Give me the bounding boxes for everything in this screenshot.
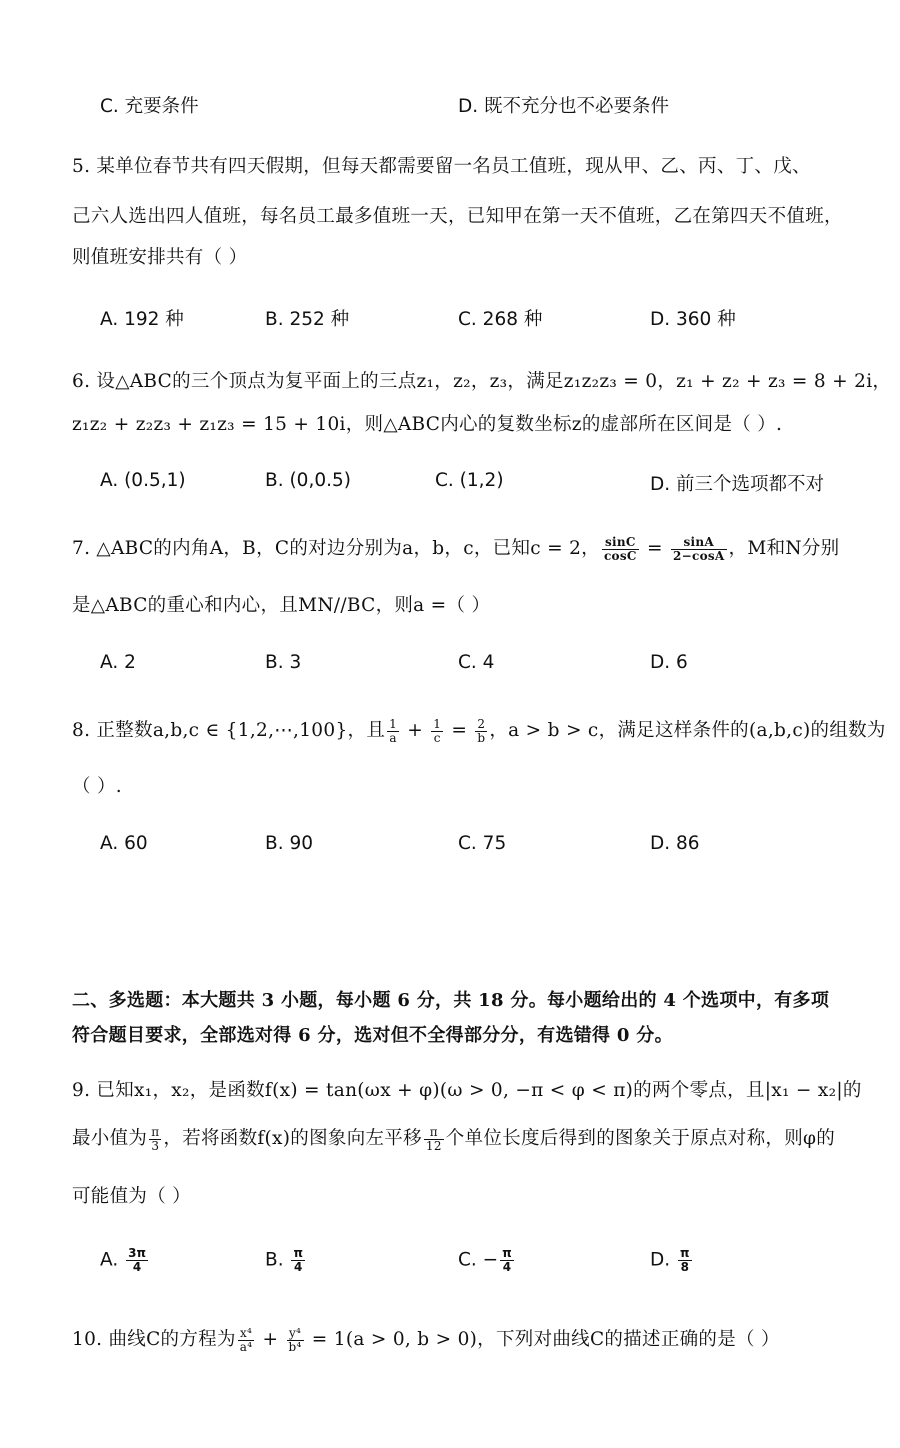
q7-frac1-numerator: sinC <box>602 536 639 550</box>
q9-stem-line2 <box>72 1124 835 1153</box>
q10-text-b: = 1(a > 0, b > 0)，下列对曲线C的描述正确的是（ ） <box>305 1329 780 1350</box>
q10-stem-line1 <box>72 1325 780 1354</box>
section2-heading-line2: 符合题目要求，全部选对得 6 分，选对但不全得部分分，有选错得 0 分。 <box>72 1025 673 1046</box>
q6-option-a: A. (0.5,1) <box>100 470 186 491</box>
q9-d-label: D. <box>650 1249 677 1271</box>
q5-option-a: A. 192 种 <box>100 309 184 330</box>
q6-stem-line2: z₁z₂ + z₂z₃ + z₁z₃ = 15 + 10i，则△ABC内心的复数坐标z的虚部所在区间是（ ）. <box>72 414 783 435</box>
q7-fraction-sina <box>671 536 727 563</box>
q5-stem-line2: 己六人选出四人值班，每名员工最多值班一天，已知甲在第一天不值班，乙在第四天不值班， <box>72 206 843 227</box>
q9-fraction-pi-over-12 <box>424 1126 444 1153</box>
q8-option-a: A. 60 <box>100 833 148 854</box>
q9-text-b: ，若将函数f(x)的图象向左平移 <box>163 1128 422 1149</box>
q6-option-d: D. 前三个选项都不对 <box>650 474 825 495</box>
q7-frac2-numerator: sinA <box>671 536 727 550</box>
q7-option-c: C. 4 <box>458 652 495 673</box>
q9-option-d <box>650 1247 694 1274</box>
q8-stem-line2: （ ）. <box>72 776 122 797</box>
q6-option-b: B. (0,0.5) <box>265 470 351 491</box>
q9-fraction-pi-over-3 <box>149 1126 161 1153</box>
q9-a-denominator: 4 <box>132 1260 142 1274</box>
q9-option-c <box>458 1247 516 1274</box>
q9-f2-denominator: 12 <box>425 1138 442 1153</box>
q4-option-d: D. 既不充分也不必要条件 <box>458 96 670 117</box>
q8-fraction-2-over-b <box>475 718 487 745</box>
q10-text-a: 10. 曲线C的方程为 <box>72 1329 236 1350</box>
q5-option-d: D. 360 种 <box>650 309 736 330</box>
q7-stem-line2: 是△ABC的重心和内心，且MN//BC，则a =（ ） <box>72 595 491 616</box>
q8-text-b: ，a > b > c，满足这样条件的(a,b,c)的组数为 <box>489 720 886 741</box>
q8-f1-denominator: a <box>389 730 397 745</box>
q10-fraction-y4-over-b4 <box>287 1327 304 1354</box>
q7-option-d: D. 6 <box>650 652 688 673</box>
q5-stem-line1: 5. 某单位春节共有四天假期，但每天都需要留一名员工值班，现从甲、乙、丙、丁、戊、 <box>72 156 811 177</box>
q9-text-a: 最小值为 <box>72 1128 148 1149</box>
q9-option-b <box>265 1247 307 1274</box>
q4-option-c: C. 充要条件 <box>100 96 199 117</box>
q7-text-a: 7. △ABC的内角A，B，C的对边分别为a，b，c，已知c = 2， <box>72 538 600 559</box>
section2-heading-line1: 二、多选题：本大题共 3 小题，每小题 6 分，共 18 分。每小题给出的 4 个选项中，有多项 <box>72 990 830 1011</box>
q9-b-denominator: 4 <box>294 1260 303 1274</box>
q9-a-label: A. <box>100 1249 125 1271</box>
q7-stem-line1 <box>72 534 839 563</box>
q9-f2-numerator: π <box>424 1126 444 1140</box>
q8-f2-denominator: c <box>433 730 441 745</box>
q6-option-c: C. (1,2) <box>435 470 504 491</box>
q9-f1-numerator: π <box>151 1124 160 1139</box>
q9-d-fraction <box>678 1247 692 1274</box>
q9-b-label: B. <box>265 1249 290 1271</box>
q8-option-c: C. 75 <box>458 833 507 854</box>
q6-stem-line1: 6. 设△ABC的三个顶点为复平面上的三点z₁，z₂，z₃，满足z₁z₂z₃ = 0，z₁ + z₂ + z₃ = 8 + 2i， <box>72 371 892 392</box>
q7-equals: = <box>640 538 669 559</box>
q10-fraction-x4-over-a4 <box>238 1327 255 1354</box>
q9-f1-denominator: 3 <box>151 1138 160 1153</box>
q9-text-c: 个单位长度后得到的图象关于原点对称，则φ的 <box>445 1128 836 1149</box>
q7-option-a: A. 2 <box>100 652 136 673</box>
q9-d-numerator: π <box>680 1246 690 1260</box>
q8-option-d: D. 86 <box>650 833 700 854</box>
q5-stem-line3: 则值班安排共有（ ） <box>72 247 248 268</box>
q9-b-fraction <box>291 1247 305 1274</box>
q9-b-numerator: π <box>293 1246 303 1260</box>
q9-option-a <box>100 1247 150 1274</box>
q8-plus: + <box>401 720 430 741</box>
q7-option-b: B. 3 <box>265 652 302 673</box>
q9-d-denominator: 8 <box>680 1260 689 1274</box>
q10-f2-denominator: b⁴ <box>288 1339 302 1354</box>
q8-f1-numerator: 1 <box>389 716 398 731</box>
q8-f2-numerator: 1 <box>433 716 442 731</box>
q9-a-numerator: 3π <box>128 1246 146 1260</box>
q9-c-denominator: 4 <box>502 1260 512 1274</box>
q9-c-label: C. − <box>458 1249 499 1271</box>
q8-option-b: B. 90 <box>265 833 313 854</box>
q8-equals: = <box>445 720 474 741</box>
q9-stem-line1: 9. 已知x₁，x₂，是函数f(x) = tan(ωx + φ)(ω > 0, −π < φ < π)的两个零点，且|x₁ − x₂|的 <box>72 1080 862 1101</box>
q8-f3-denominator: b <box>477 730 486 745</box>
q9-c-numerator: π <box>502 1246 512 1260</box>
q8-text-a: 8. 正整数a,b,c ∈ {1,2,⋯,100}，且 <box>72 720 386 741</box>
q7-fraction-sinc-cosc <box>602 536 639 563</box>
q7-frac2-denominator: 2−cosA <box>672 548 725 563</box>
q9-a-fraction <box>126 1247 148 1274</box>
q7-text-b: ，M和N分别 <box>728 538 840 559</box>
q8-f3-numerator: 2 <box>475 718 487 732</box>
q9-stem-line3: 可能值为（ ） <box>72 1186 191 1207</box>
q5-option-b: B. 252 种 <box>265 309 350 330</box>
q8-fraction-1-over-a <box>387 718 399 745</box>
q7-frac1-denominator: cosC <box>603 548 637 563</box>
q5-option-c: C. 268 种 <box>458 309 543 330</box>
q10-f1-denominator: a⁴ <box>239 1339 253 1354</box>
q10-plus: + <box>256 1329 285 1350</box>
q8-fraction-1-over-c <box>431 718 443 745</box>
q10-f2-numerator: y⁴ <box>287 1327 304 1341</box>
q9-c-fraction <box>500 1247 514 1274</box>
q8-stem-line1 <box>72 716 886 745</box>
q10-f1-numerator: x⁴ <box>238 1327 255 1341</box>
